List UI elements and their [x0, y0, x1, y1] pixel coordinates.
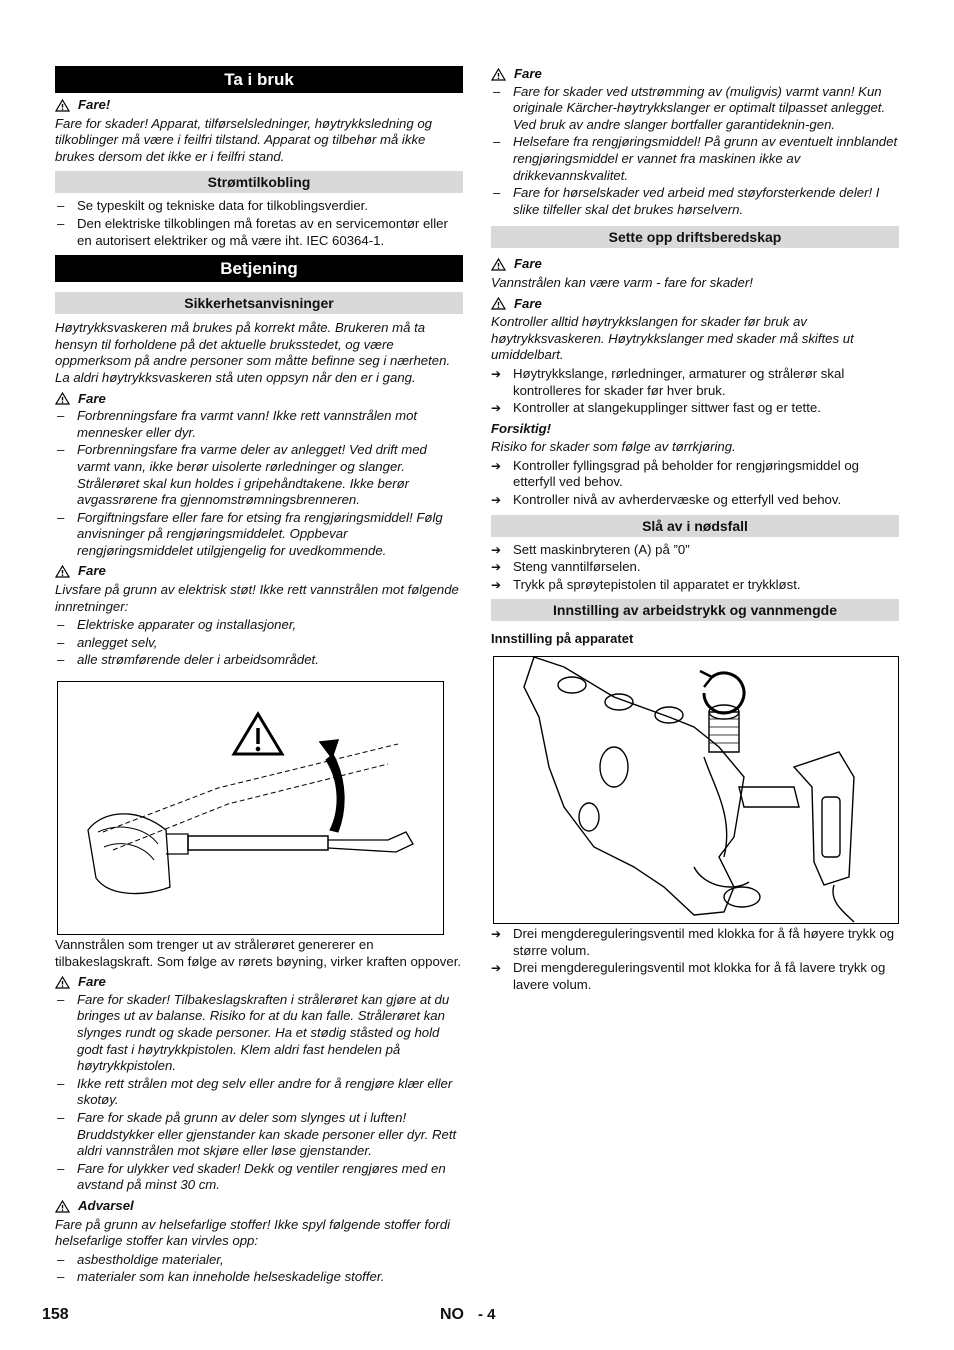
warning-triangle-icon	[55, 1200, 72, 1213]
list-item: – Elektriske apparater og installasjoner,	[55, 617, 463, 634]
language-code: NO	[440, 1306, 464, 1323]
list-item: ➔ Kontroller fyllingsgrad på beholder for rengjøringsmiddel og etterfyll ved behov.	[491, 458, 899, 491]
warning-triangle-icon	[55, 565, 72, 578]
caution-text: Risiko for skader som følge av tørrkjøring.	[491, 439, 736, 455]
fare4-list	[55, 992, 463, 1194]
list-item: – Helsefare fra rengjøringsmiddel! På grunn av eventuelt innblandet rengjøringsmiddel er vannet fra maskinen ikke av drikkevannskvalitet.	[491, 134, 899, 184]
warning-advarsel	[55, 1198, 463, 1215]
list-item: – Den elektriske tilkoblingen må foretas av en servicemontør eller en autorisert elektriker og må være iht. IEC 60364-1.	[55, 216, 463, 249]
subheading-stromtilkobling: Strømtilkobling	[55, 171, 463, 193]
strom-list	[55, 198, 463, 249]
warning-triangle-icon	[55, 392, 72, 405]
warning-fare1	[55, 97, 463, 114]
spray-gun-illustration	[58, 682, 443, 934]
subheading-sette-opp: Sette opp driftsberedskap	[491, 226, 899, 248]
warning-label: Advarsel	[78, 1197, 134, 1213]
list-item: – materialer som kan inneholde helseskadelige stoffer.	[55, 1269, 463, 1286]
warning-fare7	[491, 296, 899, 313]
list-item: – Fare for hørselskader ved arbeid med støyforsterkende deler! I slike tilfeller skal det brukes hørselvern.	[491, 185, 899, 218]
warning-label: Fare	[78, 974, 106, 990]
list-item: – Fare for skader! Tilbakeslagskraften i strålerøret kan gjøre at du bringes ut av balanse. Risiko for at du kan falle. Strålerøret kan slynges rundt og skade personer. Ha et stødig ståsted og hold godt fast i høytrykkpistolen. Klem aldri fast hendelen på høytrykkpistolen.	[55, 992, 463, 1075]
warning-label: Fare	[514, 66, 542, 81]
warning-text: Livsfare på grunn av elektrisk støt! Ikke rett vannstrålen mot følgende innretninger:	[55, 582, 459, 614]
warning-text: Fare på grunn av helsefarlige stoffer! Ikke spyl følgende stoffer fordi helsefarlige stoffer kan virvles opp:	[55, 1216, 451, 1249]
pump-valve-illustration	[494, 657, 898, 923]
warning-fare5	[491, 66, 899, 83]
warning-label: Fare	[78, 390, 106, 406]
list-item: ➔ Kontroller nivå av avherdervæske og etterfyll ved behov.	[491, 492, 899, 509]
recoil-figure	[57, 681, 444, 935]
warning-text: Kontroller alltid høytrykkslangen for skader før bruk av høytrykksvaskeren. Høytrykkslanger med skader må skiftes ut umiddelbart.	[491, 314, 854, 363]
innstilling-list	[491, 926, 899, 993]
warning-label: Fare	[514, 295, 542, 311]
list-item: ➔ Drei mengdereguleringsventil mot klokka for å få lavere trykk og lavere volum.	[491, 960, 899, 993]
innstilling-subheading: Innstilling på apparatet	[491, 631, 634, 647]
warning-fare4	[55, 974, 463, 991]
valve-figure	[493, 656, 899, 924]
list-item: – Forbrenningsfare fra varmt vann! Ikke rett vannstrålen mot mennesker eller dyr.	[55, 408, 463, 441]
list-item: – Fare for ulykker ved skader! Dekk og ventiler rengjøres med en avstand på minst 30 cm.	[55, 1161, 463, 1194]
section-heading-betjening: Betjening	[55, 255, 463, 282]
list-item: ➔ Steng vanntilførselen.	[491, 559, 899, 576]
warning-label: Fare	[514, 256, 542, 272]
list-item: – Forbrenningsfare fra varme deler av anlegget! Ved drift med varmt vann, ikke berør uisolerte rørledninger og slanger. Strålerøret skal kun holdes i gripehåndtakene. Ikke berør avgassrørene fra gjennomstrømningsbrenneren.	[55, 442, 463, 508]
warning-text: Fare for skader! Apparat, tilførselsledninger, høytrykksledning og tilkoblinger må være i feilfri tilstand. Apparat og tilbehør må ikke brukes dersom det ikke er i feilfri stand.	[55, 115, 432, 164]
warning-triangle-icon	[491, 68, 508, 81]
subheading-sikkerhet: Sikkerhetsanvisninger	[55, 292, 463, 314]
list-item: ➔ Drei mengdereguleringsventil med klokka for å få høyere trykk og større volum.	[491, 926, 899, 959]
section-heading-ta-i-bruk: Ta i bruk	[55, 66, 463, 93]
subheading-sla-av: Slå av i nødsfall	[491, 515, 899, 537]
warning-triangle-icon	[491, 297, 508, 310]
list-item: ➔ Høytrykkslange, rørledninger, armaturer og strålerør skal kontrolleres for skader før hver bruk.	[491, 366, 899, 399]
fare3-list	[55, 617, 463, 669]
warning-label: Fare	[78, 563, 106, 579]
warning-triangle-icon	[55, 976, 72, 989]
list-item: – alle strømførende deler i arbeidsområdet.	[55, 652, 463, 669]
list-item: – Ikke rett strålen mot deg selv eller andre for å rengjøre klær eller skotøy.	[55, 1076, 463, 1109]
list-item: ➔ Sett maskinbryteren (A) på ”0”	[491, 542, 899, 559]
list-item: – asbestholdige materialer,	[55, 1252, 463, 1269]
sla-av-list	[491, 542, 899, 594]
warning-triangle-icon	[55, 99, 72, 112]
caution-forsiktig	[491, 421, 899, 438]
warning-label: Fare!	[78, 97, 111, 112]
list-item: ➔ Trykk på sprøytepistolen til apparatet er trykkløst.	[491, 577, 899, 594]
warning-fare6	[491, 256, 899, 273]
list-item: – Se typeskilt og tekniske data for tilkoblingsverdier.	[55, 198, 463, 215]
caution-label: Forsiktig!	[491, 420, 552, 436]
sikkerhet-text: Høytrykksvaskeren må brukes på korrekt måte. Brukeren må ta hensyn til forholdene på det aktuelle bruksstedet, og være oppmerksom på andre personer som måtte befinne seg i nærheten. La aldri høytrykksvaskeren stå uten oppsyn når den er i gang.	[55, 320, 451, 385]
list-item: – anlegget selv,	[55, 635, 463, 652]
warning-triangle-icon	[491, 258, 508, 271]
warning-fare2	[55, 391, 463, 408]
advarsel-list	[55, 1252, 463, 1286]
forsiktig-list	[491, 458, 899, 509]
right-column	[491, 66, 899, 994]
left-column	[55, 66, 463, 1287]
page-number: 158	[42, 1306, 69, 1323]
fare7-list	[491, 366, 899, 417]
figure-caption: Vannstrålen som trenger ut av strålerøret genererer en tilbakeslagskraft. Som følge av rørets bøyning, virker kraften oppover.	[55, 937, 462, 969]
list-item: – Forgiftningsfare eller fare for etsing fra rengjøringsmiddel! Følg anvisninger på rengjøringsmiddelet. Oppbevar rengjøringsmiddelet utilgjengelig for uvedkommende.	[55, 510, 463, 560]
sub-page-number: - 4	[478, 1306, 496, 1323]
warning-text: Vannstrålen kan være varm - fare for skader!	[491, 274, 753, 290]
fare2-list	[55, 408, 463, 559]
subheading-innstilling: Innstilling av arbeidstrykk og vannmengde	[491, 599, 899, 621]
list-item: – Fare for skader ved utstrømming av (muligvis) varmt vann! Kun originale Kärcher-høytrykkslanger er optimalt tilpasset anlegget. Ved bruk av andre slanger bortfaller garantideknin-gen.	[491, 84, 899, 134]
fare5-list	[491, 84, 899, 219]
list-item: ➔ Kontroller at slangekupplinger sittwer fast og er tette.	[491, 400, 899, 417]
warning-fare3	[55, 563, 463, 580]
list-item: – Fare for skade på grunn av deler som slynges ut i luften! Bruddstykker eller gjenstander kan skade personer eller dyr. Rett aldri vannstrålen mot skjøre eller løse gjenstander.	[55, 1110, 463, 1160]
